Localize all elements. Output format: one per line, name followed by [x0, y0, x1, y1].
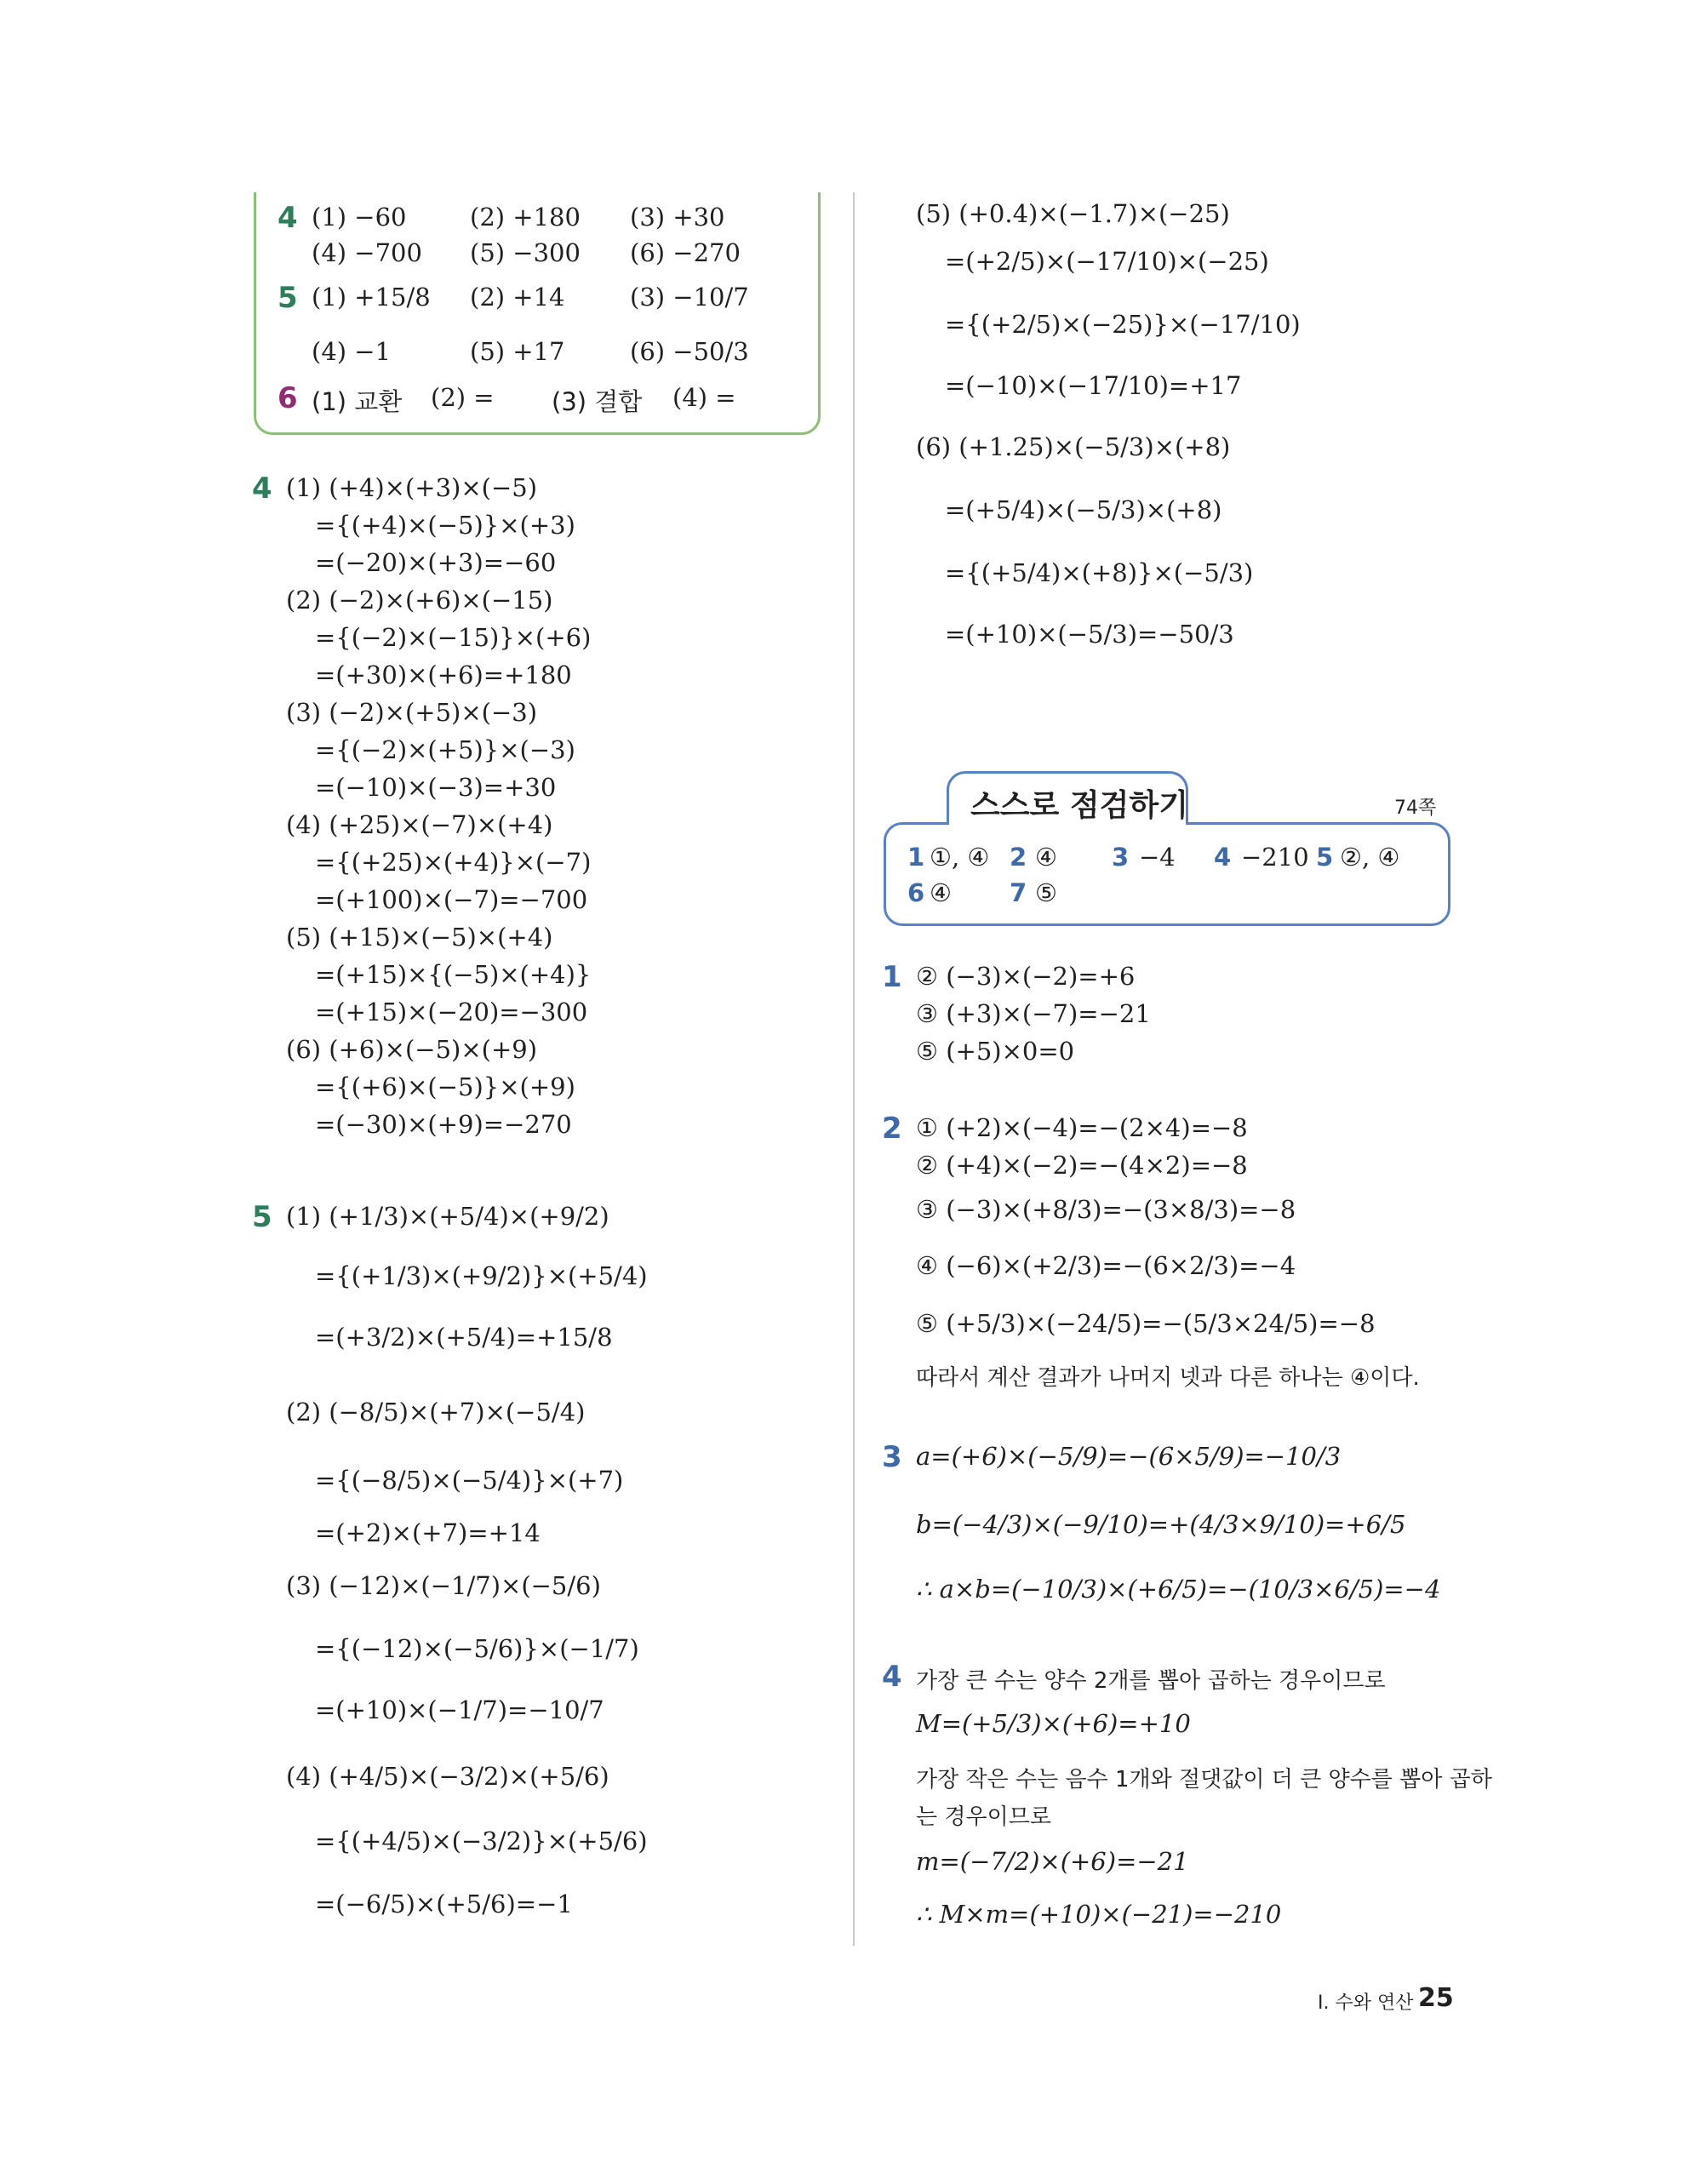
check-num: 2: [1010, 843, 1027, 872]
solution-line: ④ (−6)×(+2/3)=−(6×2/3)=−4: [916, 1251, 1296, 1280]
solution-line: ={(+4)×(−5)}×(+3): [315, 511, 575, 540]
solution-line: =(+5/4)×(−5/3)×(+8): [945, 495, 1222, 524]
sc2-number: 2: [882, 1112, 902, 1146]
summary-answer: (6) −270: [630, 238, 741, 267]
solution-line: ={(−2)×(+5)}×(−3): [315, 735, 575, 764]
solution-line: =(+3/2)×(+5/4)=+15/8: [315, 1323, 613, 1352]
summary-answer: (5) −300: [470, 238, 581, 267]
solution-line: (1) (+4)×(+3)×(−5): [286, 473, 538, 502]
check-answer: ④: [930, 878, 952, 907]
check-num: 5: [1316, 843, 1334, 872]
solution-line: =(+10)×(−1/7)=−10/7: [315, 1695, 604, 1724]
summary-answer: (2) +14: [470, 283, 565, 312]
column-divider: [853, 192, 855, 1946]
summary-answer: (1) 교환: [312, 387, 403, 416]
solution-line: m=(−7/2)×(+6)=−21: [916, 1847, 1189, 1876]
solution-line: (4) (+4/5)×(−3/2)×(+5/6): [286, 1762, 609, 1791]
solution-line: =(−6/5)×(+5/6)=−1: [315, 1890, 573, 1918]
explanation-text: 가장 큰 수는 양수 2개를 뽑아 곱하는 경우이므로: [916, 1668, 1386, 1694]
check-answer: −4: [1139, 843, 1176, 872]
check-answer: −210: [1241, 843, 1309, 872]
explanation-text: 는 경우이므로: [916, 1804, 1051, 1830]
solution-line: (6) (+1.25)×(−5/3)×(+8): [916, 432, 1231, 461]
explanation-text: 가장 작은 수는 음수 1개와 절댓값이 더 큰 양수를 뽑아 곱하: [916, 1767, 1492, 1792]
problem-4-number: 4: [252, 472, 272, 506]
solution-line: =(+15)×(−20)=−300: [315, 998, 588, 1026]
summary-num-4: 4: [277, 201, 298, 235]
solution-line: ③ (−3)×(+8/3)=−(3×8/3)=−8: [916, 1195, 1296, 1224]
conclusion-text: 따라서 계산 결과가 나머지 넷과 다른 하나는 ④이다.: [916, 1365, 1420, 1391]
sc4-number: 4: [882, 1660, 902, 1694]
solution-line: =(−30)×(+9)=−270: [315, 1110, 572, 1139]
solution-line: =(+100)×(−7)=−700: [315, 885, 588, 914]
solution-line: ={(−12)×(−5/6)}×(−1/7): [315, 1634, 639, 1663]
check-num: 1: [907, 843, 925, 872]
sc3-number: 3: [882, 1440, 902, 1474]
solution-line: ={(+6)×(−5)}×(+9): [315, 1072, 575, 1101]
summary-answer: (6) −50/3: [630, 337, 749, 366]
solution-line: =(−10)×(−17/10)=+17: [945, 371, 1242, 400]
section-label: I. 수와 연산: [1318, 1992, 1414, 2014]
solution-line: ={(+2/5)×(−25)}×(−17/10): [945, 310, 1301, 339]
check-answer: ⑤: [1035, 878, 1057, 907]
solution-line: =(+30)×(+6)=+180: [315, 660, 572, 689]
solution-line: M=(+5/3)×(+6)=+10: [916, 1709, 1191, 1738]
solution-line: (6) (+6)×(−5)×(+9): [286, 1035, 538, 1064]
summary-answer: (2) =: [431, 383, 495, 412]
solution-line: (2) (−2)×(+6)×(−15): [286, 586, 553, 615]
summary-num-6: 6: [277, 381, 298, 415]
page-number: 25: [1418, 1983, 1454, 2013]
solution-line: ={(+25)×(+4)}×(−7): [315, 848, 592, 877]
solution-line: ∴ M×m=(+10)×(−21)=−210: [916, 1900, 1282, 1929]
solution-line: (2) (−8/5)×(+7)×(−5/4): [286, 1398, 586, 1426]
summary-answer: (5) +17: [470, 337, 565, 366]
summary-answer: (2) +180: [470, 203, 581, 232]
solution-line: =(+2/5)×(−17/10)×(−25): [945, 247, 1269, 276]
summary-answer: (4) =: [672, 383, 736, 412]
check-answer: ②, ④: [1340, 843, 1400, 872]
solution-line: a=(+6)×(−5/9)=−(6×5/9)=−10/3: [916, 1442, 1342, 1471]
solution-line: (3) (−2)×(+5)×(−3): [286, 698, 538, 727]
problem-5-number: 5: [252, 1200, 272, 1234]
solution-line: ① (+2)×(−4)=−(2×4)=−8: [916, 1113, 1248, 1142]
solution-line: =(+2)×(+7)=+14: [315, 1518, 541, 1547]
summary-answer: (3) +30: [630, 203, 725, 232]
solution-line: ② (−3)×(−2)=+6: [916, 962, 1136, 991]
summary-answer: (4) −700: [312, 238, 422, 267]
check-answer: ④: [1035, 843, 1057, 872]
summary-num-5: 5: [277, 281, 298, 315]
solution-line: ⑤ (+5)×0=0: [916, 1037, 1075, 1066]
solution-line: ={(+4/5)×(−3/2)}×(+5/6): [315, 1827, 648, 1855]
self-check-title: 스스로 점검하기: [970, 788, 1188, 823]
check-num: 7: [1010, 878, 1027, 907]
solution-line: (5) (+15)×(−5)×(+4): [286, 923, 553, 952]
solution-line: =(−10)×(−3)=+30: [315, 773, 557, 802]
solution-line: =(+15)×{(−5)×(+4)}: [315, 960, 592, 989]
solution-line: =(+10)×(−5/3)=−50/3: [945, 620, 1234, 649]
solution-line: ={(−2)×(−15)}×(+6): [315, 623, 592, 652]
solution-line: ② (+4)×(−2)=−(4×2)=−8: [916, 1151, 1248, 1180]
summary-answer: (3) −10/7: [630, 283, 749, 312]
solution-line: ∴ a×b=(−10/3)×(+6/5)=−(10/3×6/5)=−4: [916, 1575, 1441, 1604]
solution-line: b=(−4/3)×(−9/10)=+(4/3×9/10)=+6/5: [916, 1510, 1406, 1539]
summary-answer: (4) −1: [312, 337, 392, 366]
solution-line: =(−20)×(+3)=−60: [315, 548, 557, 577]
sc1-number: 1: [882, 960, 902, 994]
solution-line: (3) (−12)×(−1/7)×(−5/6): [286, 1571, 601, 1600]
self-check-answer-box: [884, 822, 1450, 926]
check-num: 4: [1214, 843, 1232, 872]
solution-line: (5) (+0.4)×(−1.7)×(−25): [916, 199, 1230, 228]
solution-line: (4) (+25)×(−7)×(+4): [286, 810, 553, 839]
summary-answer: (1) −60: [312, 203, 407, 232]
solution-line: ⑤ (+5/3)×(−24/5)=−(5/3×24/5)=−8: [916, 1309, 1376, 1338]
solution-line: ={(+1/3)×(+9/2)}×(+5/4): [315, 1261, 648, 1290]
check-answer: ①, ④: [930, 843, 990, 872]
solution-line: ={(−8/5)×(−5/4)}×(+7): [315, 1466, 624, 1495]
check-num: 3: [1112, 843, 1130, 872]
solution-line: ={(+5/4)×(+8)}×(−5/3): [945, 558, 1254, 587]
summary-answer: (1) +15/8: [312, 283, 431, 312]
solution-line: ③ (+3)×(−7)=−21: [916, 999, 1151, 1028]
solution-line: (1) (+1/3)×(+5/4)×(+9/2): [286, 1202, 609, 1231]
page-reference: 74쪽: [1394, 798, 1437, 819]
check-num: 6: [907, 878, 925, 907]
summary-answer: (3) 결합: [552, 387, 643, 416]
